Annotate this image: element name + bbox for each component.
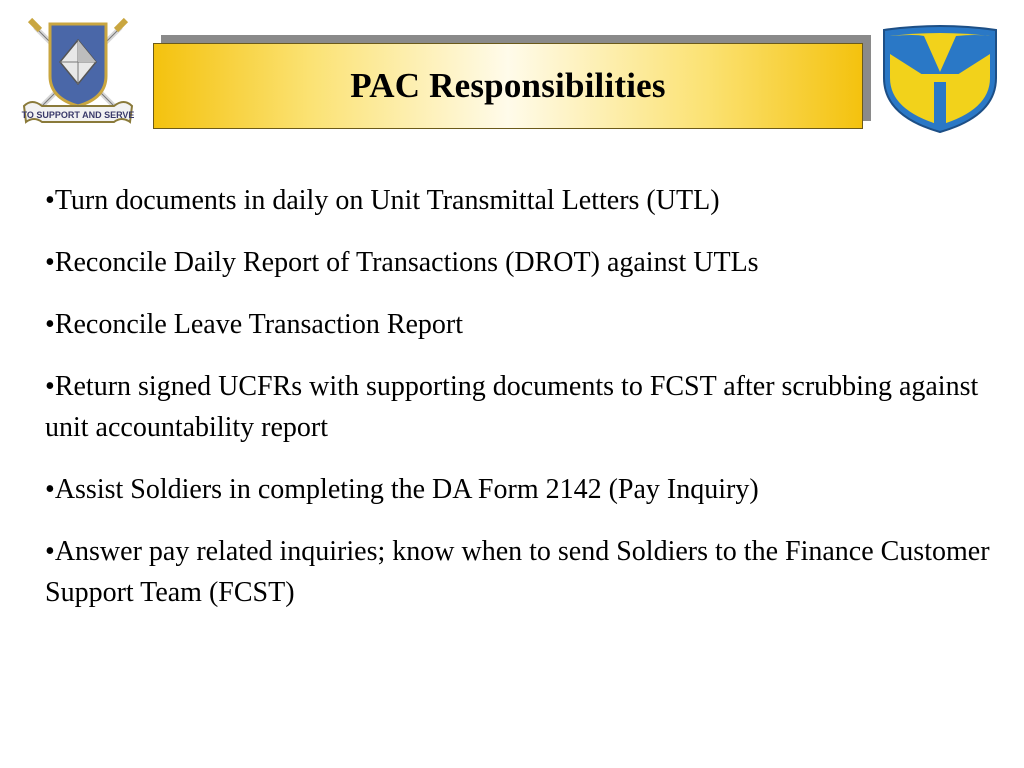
bullet-item [45,531,995,613]
bullet-marker: • [45,536,55,567]
shield-patch-icon [880,24,1000,136]
bullet-text: Assist Soldiers in completing the DA Form 2142 (Pay Inquiry) [54,474,759,505]
bullet-item [45,304,995,345]
bullet-item [45,242,995,283]
bullet-marker: • [45,185,55,216]
bullet-text: Reconcile Leave Transaction Report [54,309,464,340]
bullet-marker: • [45,247,55,278]
bullet-item [45,469,995,510]
bullet-item [45,180,995,221]
bullet-text: Return signed UCFRs with supporting documents to FCST after scrubbing against unit accountability report [45,371,979,443]
bullet-marker: • [45,474,55,505]
slide-title: PAC Responsibilities [350,66,666,105]
bullet-list [45,180,995,634]
insignia-motto: TO SUPPORT AND SERVE [21,110,135,120]
finance-insignia-icon [18,14,138,134]
bullet-marker: • [45,371,55,402]
bullet-text: Reconcile Daily Report of Transactions (DROT) against UTLs [54,247,759,278]
title-banner [153,43,863,129]
bullet-text: Answer pay related inquiries; know when to send Soldiers to the Finance Customer Support Team (FCST) [45,536,990,608]
bullet-text: Turn documents in daily on Unit Transmittal Letters (UTL) [54,185,720,216]
bullet-marker: • [45,309,55,340]
bullet-item [45,366,995,448]
